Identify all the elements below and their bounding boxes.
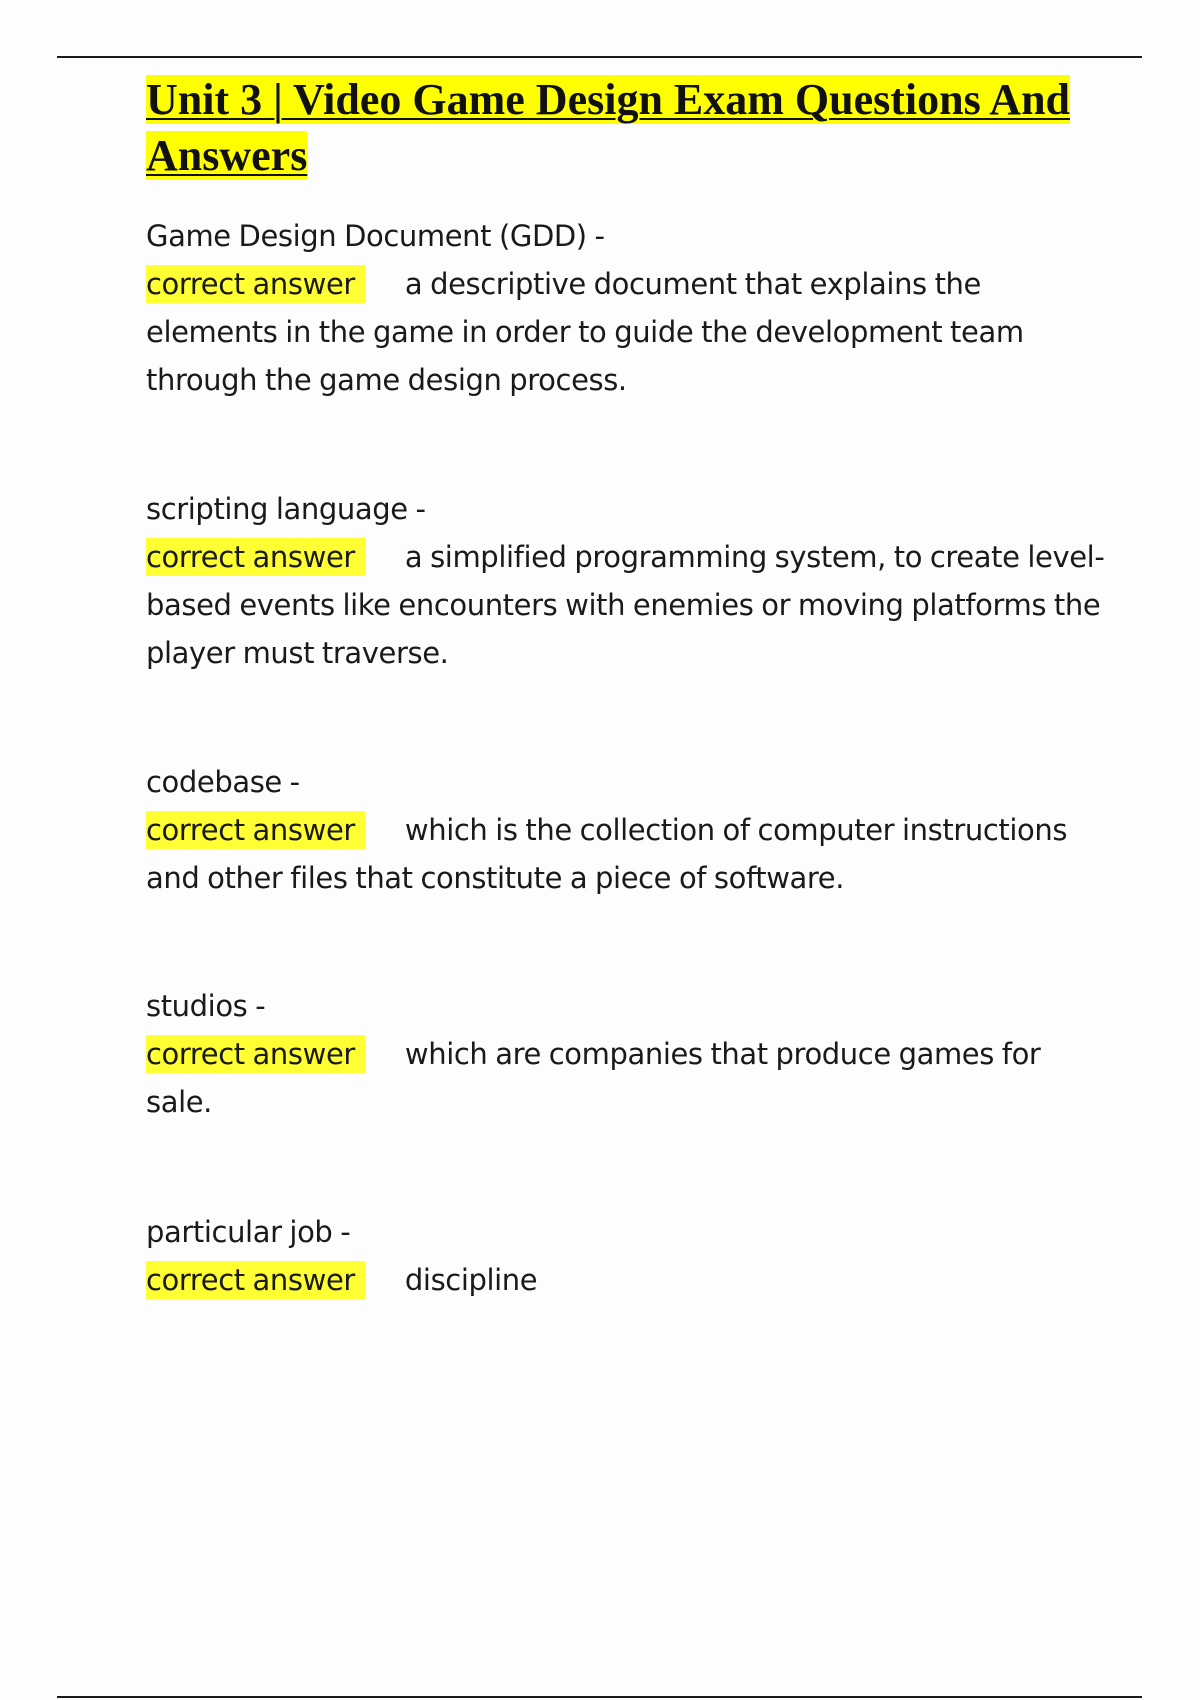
answer-label-highlight: correct answer	[146, 1261, 365, 1299]
answer-label-highlight: correct answer	[146, 1035, 365, 1073]
qa-entry-1	[146, 212, 1106, 404]
question-term: codebase -	[146, 765, 300, 799]
document-title-text: Unit 3 | Video Game Design Exam Questions And Answers	[146, 75, 1071, 180]
answer-definition: which are companies that produce games for sale.	[146, 1037, 1041, 1119]
question-term: particular job -	[146, 1215, 351, 1249]
question-term: scripting language -	[146, 492, 426, 526]
question-term: studios -	[146, 989, 266, 1023]
answer-text	[146, 533, 1106, 677]
answer-text	[146, 806, 1106, 902]
qa-entry-4	[146, 982, 1106, 1126]
answer-label-highlight: correct answer	[146, 265, 365, 303]
answer-text	[146, 1256, 1106, 1304]
top-divider	[57, 56, 1142, 58]
answer-definition: which is the collection of computer instructions and other files that constitute a piece of software.	[146, 813, 1068, 895]
answer-text	[146, 1030, 1106, 1126]
answer-label-highlight: correct answer	[146, 538, 365, 576]
answer-definition: a descriptive document that explains the elements in the game in order to guide the development team through the game design process.	[146, 267, 1024, 397]
qa-entry-2	[146, 485, 1106, 677]
question-term: Game Design Document (GDD) -	[146, 219, 605, 253]
document-title	[146, 72, 1086, 184]
qa-entry-5	[146, 1208, 1106, 1304]
answer-definition: discipline	[404, 1263, 538, 1297]
answer-label-highlight: correct answer	[146, 811, 365, 849]
bottom-divider	[57, 1696, 1142, 1698]
answer-definition: a simplified programming system, to create level-based events like encounters with enemies or moving platforms the player must traverse.	[146, 540, 1105, 670]
answer-text	[146, 260, 1106, 404]
qa-entry-3	[146, 758, 1106, 902]
document-content	[146, 72, 1106, 1297]
